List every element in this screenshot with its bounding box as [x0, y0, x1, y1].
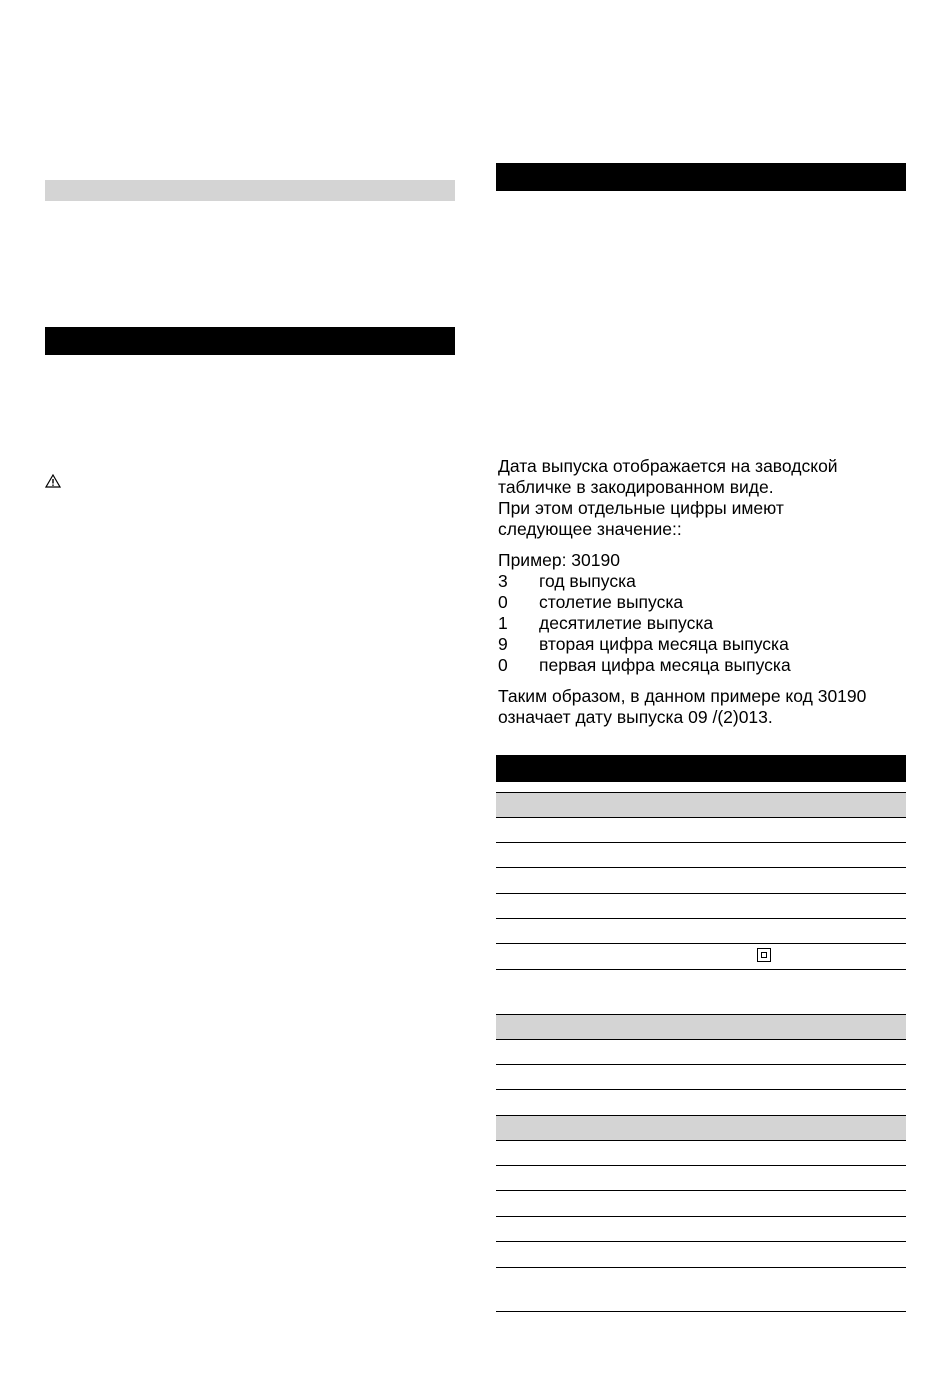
table-row	[496, 1242, 906, 1268]
date-description-line: табличке в закодированном виде.	[498, 477, 774, 497]
code-digit: 1	[498, 613, 508, 633]
date-description-line: Дата выпуска отображается на заводской	[498, 456, 838, 476]
table-row	[496, 1141, 906, 1166]
warning-triangle-icon	[45, 474, 61, 488]
code-list-item	[498, 634, 908, 655]
code-meaning: вторая цифра месяца выпуска	[539, 634, 789, 654]
code-digit: 0	[498, 655, 508, 675]
table-group-header	[496, 793, 906, 818]
table-row	[496, 843, 906, 868]
table-row	[496, 1217, 906, 1242]
table-row	[496, 1166, 906, 1191]
conclusion-line: Таким образом, в данном примере код 30190	[498, 686, 867, 706]
table-row	[496, 970, 906, 1015]
table-row	[496, 1065, 906, 1090]
protection-class-ii-icon	[757, 948, 771, 962]
code-list-item	[498, 655, 908, 676]
date-description-line: При этом отдельные цифры имеют	[498, 498, 784, 518]
example-label: Пример: 30190	[498, 550, 620, 570]
section-header-bar-black	[496, 755, 906, 782]
table-group-header	[496, 1015, 906, 1040]
section-header-bar-black	[496, 163, 906, 191]
date-description-line: следующее значение::	[498, 519, 682, 539]
table-row	[496, 919, 906, 944]
code-list-item	[498, 592, 908, 613]
code-digit: 3	[498, 571, 508, 591]
table-row	[496, 1040, 906, 1065]
code-meaning: столетие выпуска	[539, 592, 684, 612]
code-digit: 0	[498, 592, 508, 612]
table-row	[496, 1268, 906, 1312]
table-row	[496, 944, 906, 970]
section-header-bar-gray	[45, 180, 455, 201]
table-row	[496, 894, 906, 919]
table-row	[496, 868, 906, 894]
production-date-section	[498, 456, 908, 728]
code-meaning: первая цифра месяца выпуска	[539, 655, 791, 675]
table-row	[496, 782, 906, 793]
table-row	[496, 818, 906, 843]
code-meaning: десятилетие выпуска	[539, 613, 714, 633]
code-list-item	[498, 571, 908, 592]
table-group-header	[496, 1116, 906, 1141]
section-header-bar-black	[45, 327, 455, 355]
table-row	[496, 1090, 906, 1116]
code-meaning: год выпуска	[539, 571, 636, 591]
conclusion-line: означает дату выпуска 09 /(2)013.	[498, 707, 773, 727]
code-digit: 9	[498, 634, 508, 654]
table-row	[496, 1191, 906, 1217]
code-list-item	[498, 613, 908, 634]
